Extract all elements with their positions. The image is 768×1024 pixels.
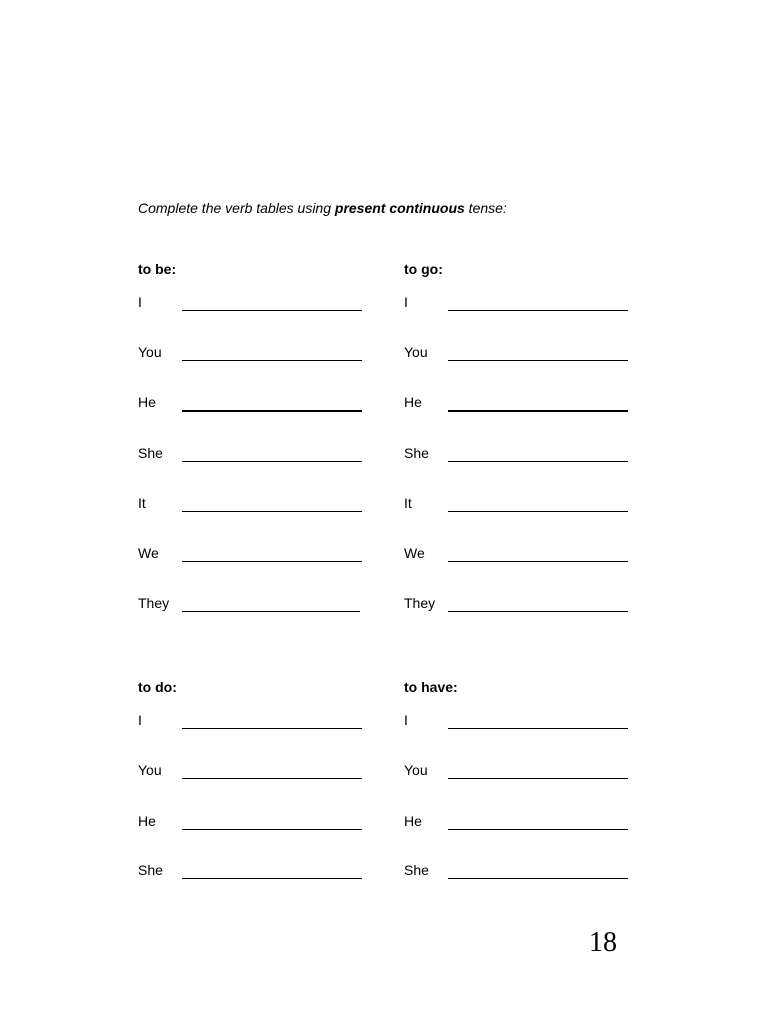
answer-line[interactable] <box>182 728 362 729</box>
table-title: to go: <box>404 261 443 277</box>
pronoun-label: It <box>138 495 146 511</box>
table-row <box>138 813 378 843</box>
pronoun-label: She <box>138 862 163 878</box>
table-row <box>404 294 644 324</box>
table-row <box>404 712 644 742</box>
answer-line[interactable] <box>182 611 360 612</box>
pronoun-label: You <box>138 762 162 778</box>
table-row <box>404 545 644 575</box>
pronoun-label: I <box>404 712 408 728</box>
pronoun-label: I <box>404 294 408 310</box>
answer-line[interactable] <box>448 611 628 612</box>
instruction-before: Complete the verb tables using <box>138 200 335 216</box>
pronoun-label: She <box>404 445 429 461</box>
instruction-after: tense: <box>464 200 507 216</box>
instruction-text <box>138 200 507 216</box>
pronoun-label: He <box>404 394 422 410</box>
answer-line[interactable] <box>448 360 628 361</box>
answer-line[interactable] <box>182 511 362 512</box>
answer-line[interactable] <box>182 360 362 361</box>
table-row <box>138 545 378 575</box>
answer-line[interactable] <box>182 778 362 779</box>
pronoun-label: He <box>138 813 156 829</box>
table-row <box>404 762 644 792</box>
pronoun-label: You <box>404 762 428 778</box>
answer-line[interactable] <box>448 829 628 830</box>
pronoun-label: We <box>404 545 425 561</box>
pronoun-label: I <box>138 712 142 728</box>
table-row <box>404 344 644 374</box>
answer-line[interactable] <box>448 410 628 412</box>
answer-line[interactable] <box>448 561 628 562</box>
table-row <box>138 595 378 625</box>
table-row <box>138 762 378 792</box>
table-title: to do: <box>138 679 177 695</box>
pronoun-label: They <box>404 595 436 611</box>
pronoun-label: He <box>138 394 156 410</box>
pronoun-label: They <box>138 595 170 611</box>
table-row <box>138 712 378 742</box>
pronoun-label: She <box>404 862 429 878</box>
pronoun-label: He <box>404 813 422 829</box>
table-row <box>138 495 378 525</box>
answer-line[interactable] <box>182 561 362 562</box>
answer-line[interactable] <box>182 878 362 879</box>
answer-line[interactable] <box>448 778 628 779</box>
table-row <box>404 595 644 625</box>
table-row <box>404 813 644 843</box>
answer-line[interactable] <box>448 878 628 879</box>
answer-line[interactable] <box>182 310 362 311</box>
pronoun-label: You <box>138 344 162 360</box>
pronoun-label: It <box>404 495 412 511</box>
answer-line[interactable] <box>448 511 628 512</box>
table-title: to be: <box>138 261 177 277</box>
answer-line[interactable] <box>182 829 362 830</box>
page-number: 18 <box>589 927 617 958</box>
pronoun-label: We <box>138 545 159 561</box>
table-row <box>138 445 378 475</box>
answer-line[interactable] <box>448 728 628 729</box>
pronoun-label: She <box>138 445 163 461</box>
pronoun-label: You <box>404 344 428 360</box>
pronoun-label: I <box>138 294 142 310</box>
table-row <box>138 394 378 424</box>
table-row <box>404 394 644 424</box>
answer-line[interactable] <box>182 461 362 462</box>
answer-line[interactable] <box>182 410 362 412</box>
table-row <box>138 344 378 374</box>
table-row <box>404 445 644 475</box>
table-title: to have: <box>404 679 458 695</box>
answer-line[interactable] <box>448 310 628 311</box>
answer-line[interactable] <box>448 461 628 462</box>
table-row <box>138 294 378 324</box>
table-row <box>404 862 644 892</box>
table-row <box>138 862 378 892</box>
instruction-tense: present continuous <box>334 200 465 216</box>
table-row <box>404 495 644 525</box>
